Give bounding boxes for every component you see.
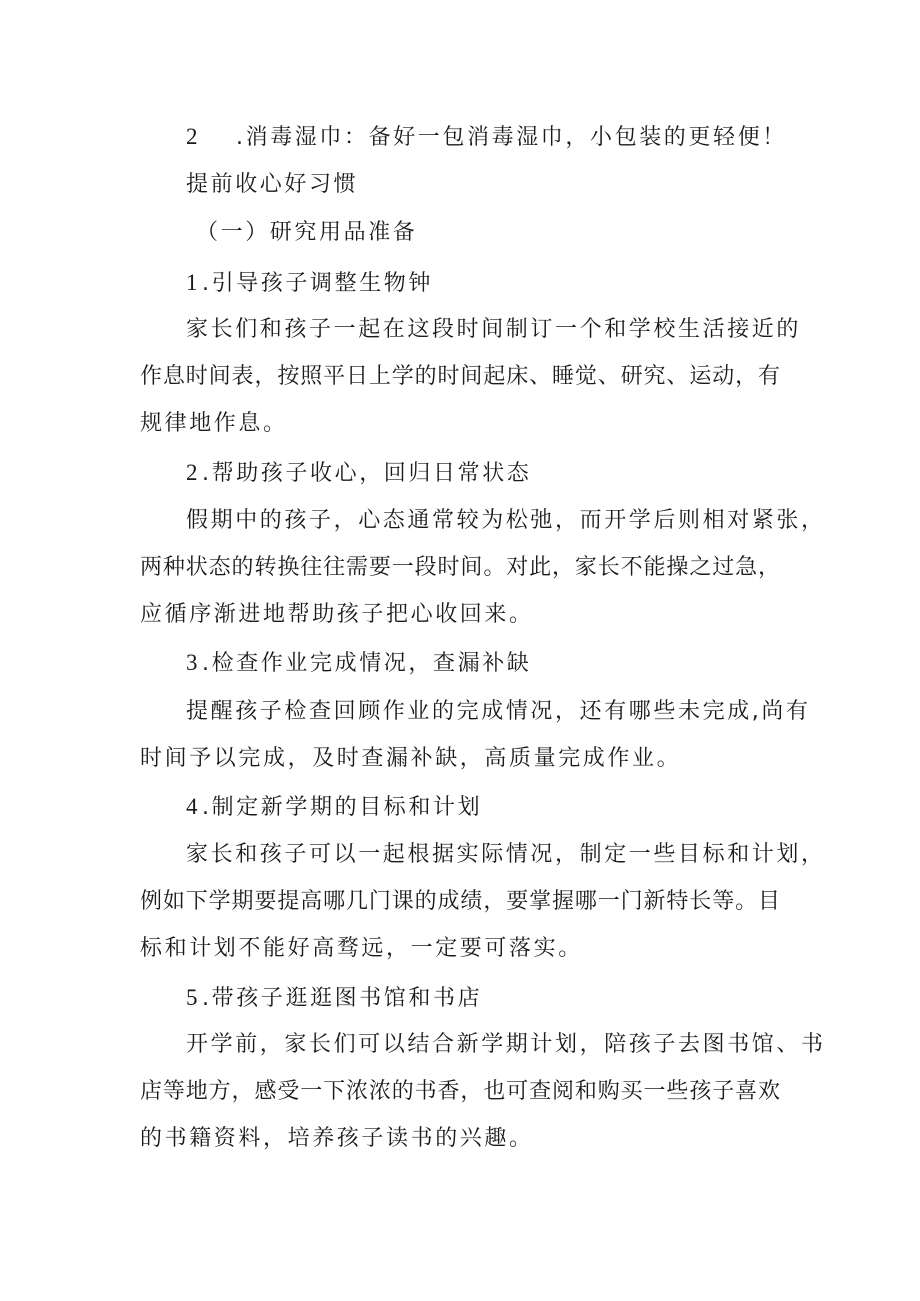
item-heading-2 [186,458,531,489]
item-heading-text: .检查作业完成情况，查漏补缺 [202,651,532,676]
paragraph-line: 例如下学期要提高哪几门课的成绩，要掌握哪一门新特长等。目 [140,889,780,914]
item-number: 2 [186,460,201,485]
item-number: 5 [186,985,201,1010]
item-heading-4 [186,792,482,823]
item-heading-text: .引导孩子调整生物钟 [202,271,433,296]
item-number: 3 [186,650,201,675]
paragraph-line: 开学前，家长们可以结合新学期计划，陪孩子去图书馆、书 [186,1032,826,1057]
item-heading-3 [186,648,531,679]
item-heading-1 [186,268,433,299]
item-heading-text: .帮助孩子收心，回归日常状态 [202,461,532,486]
paragraph-line: 标和计划不能好高骛远，一定要可落实。 [140,936,583,961]
paragraph-line: 两种状态的转换往往需要一段时间。对此，家长不能操之过急， [140,555,780,580]
item-heading-text: .制定新学期的目标和计划 [202,795,483,820]
item-number: 2 [186,124,201,149]
item-text: .消毒湿巾：备好一包消毒湿巾，小包装的更轻便！ [236,125,787,150]
paragraph-line: 家长和孩子可以一起根据实际情况，制定一些目标和计划， [186,842,826,867]
paragraph-line: 应循序渐进地帮助孩子把心收回来。 [140,602,534,627]
list-item-wipes [186,122,787,153]
paragraph-line: 规律地作息。 [140,411,288,436]
paragraph-line: 家长们和孩子一起在这段时间制订一个和学校生活接近的 [186,317,802,342]
paragraph-line: 的书籍资料，培养孩子读书的兴趣。 [140,1126,534,1151]
paragraph-line: 店等地方，感受一下浓浓的书香，也可查阅和购买一些孩子喜欢 [140,1079,780,1104]
item-heading-5 [186,983,482,1014]
paragraph-line: 作息时间表，按照平日上学的时间起床、睡觉、研究、运动，有 [140,364,780,389]
section-title: 提前收心好习惯 [186,172,359,197]
item-number: 1 [186,270,201,295]
paragraph-line: 时间予以完成，及时查漏补缺，高质量完成作业。 [140,746,682,771]
paragraph-line: 提醒孩子检查回顾作业的完成情况，还有哪些未完成,尚有 [186,699,811,724]
item-heading-text: .带孩子逛逛图书馆和书店 [202,986,483,1011]
subsection-title: （一）研究用品准备 [196,220,418,245]
paragraph-line: 假期中的孩子，心态通常较为松弛，而开学后则相对紧张， [186,508,826,533]
item-number: 4 [186,794,201,819]
